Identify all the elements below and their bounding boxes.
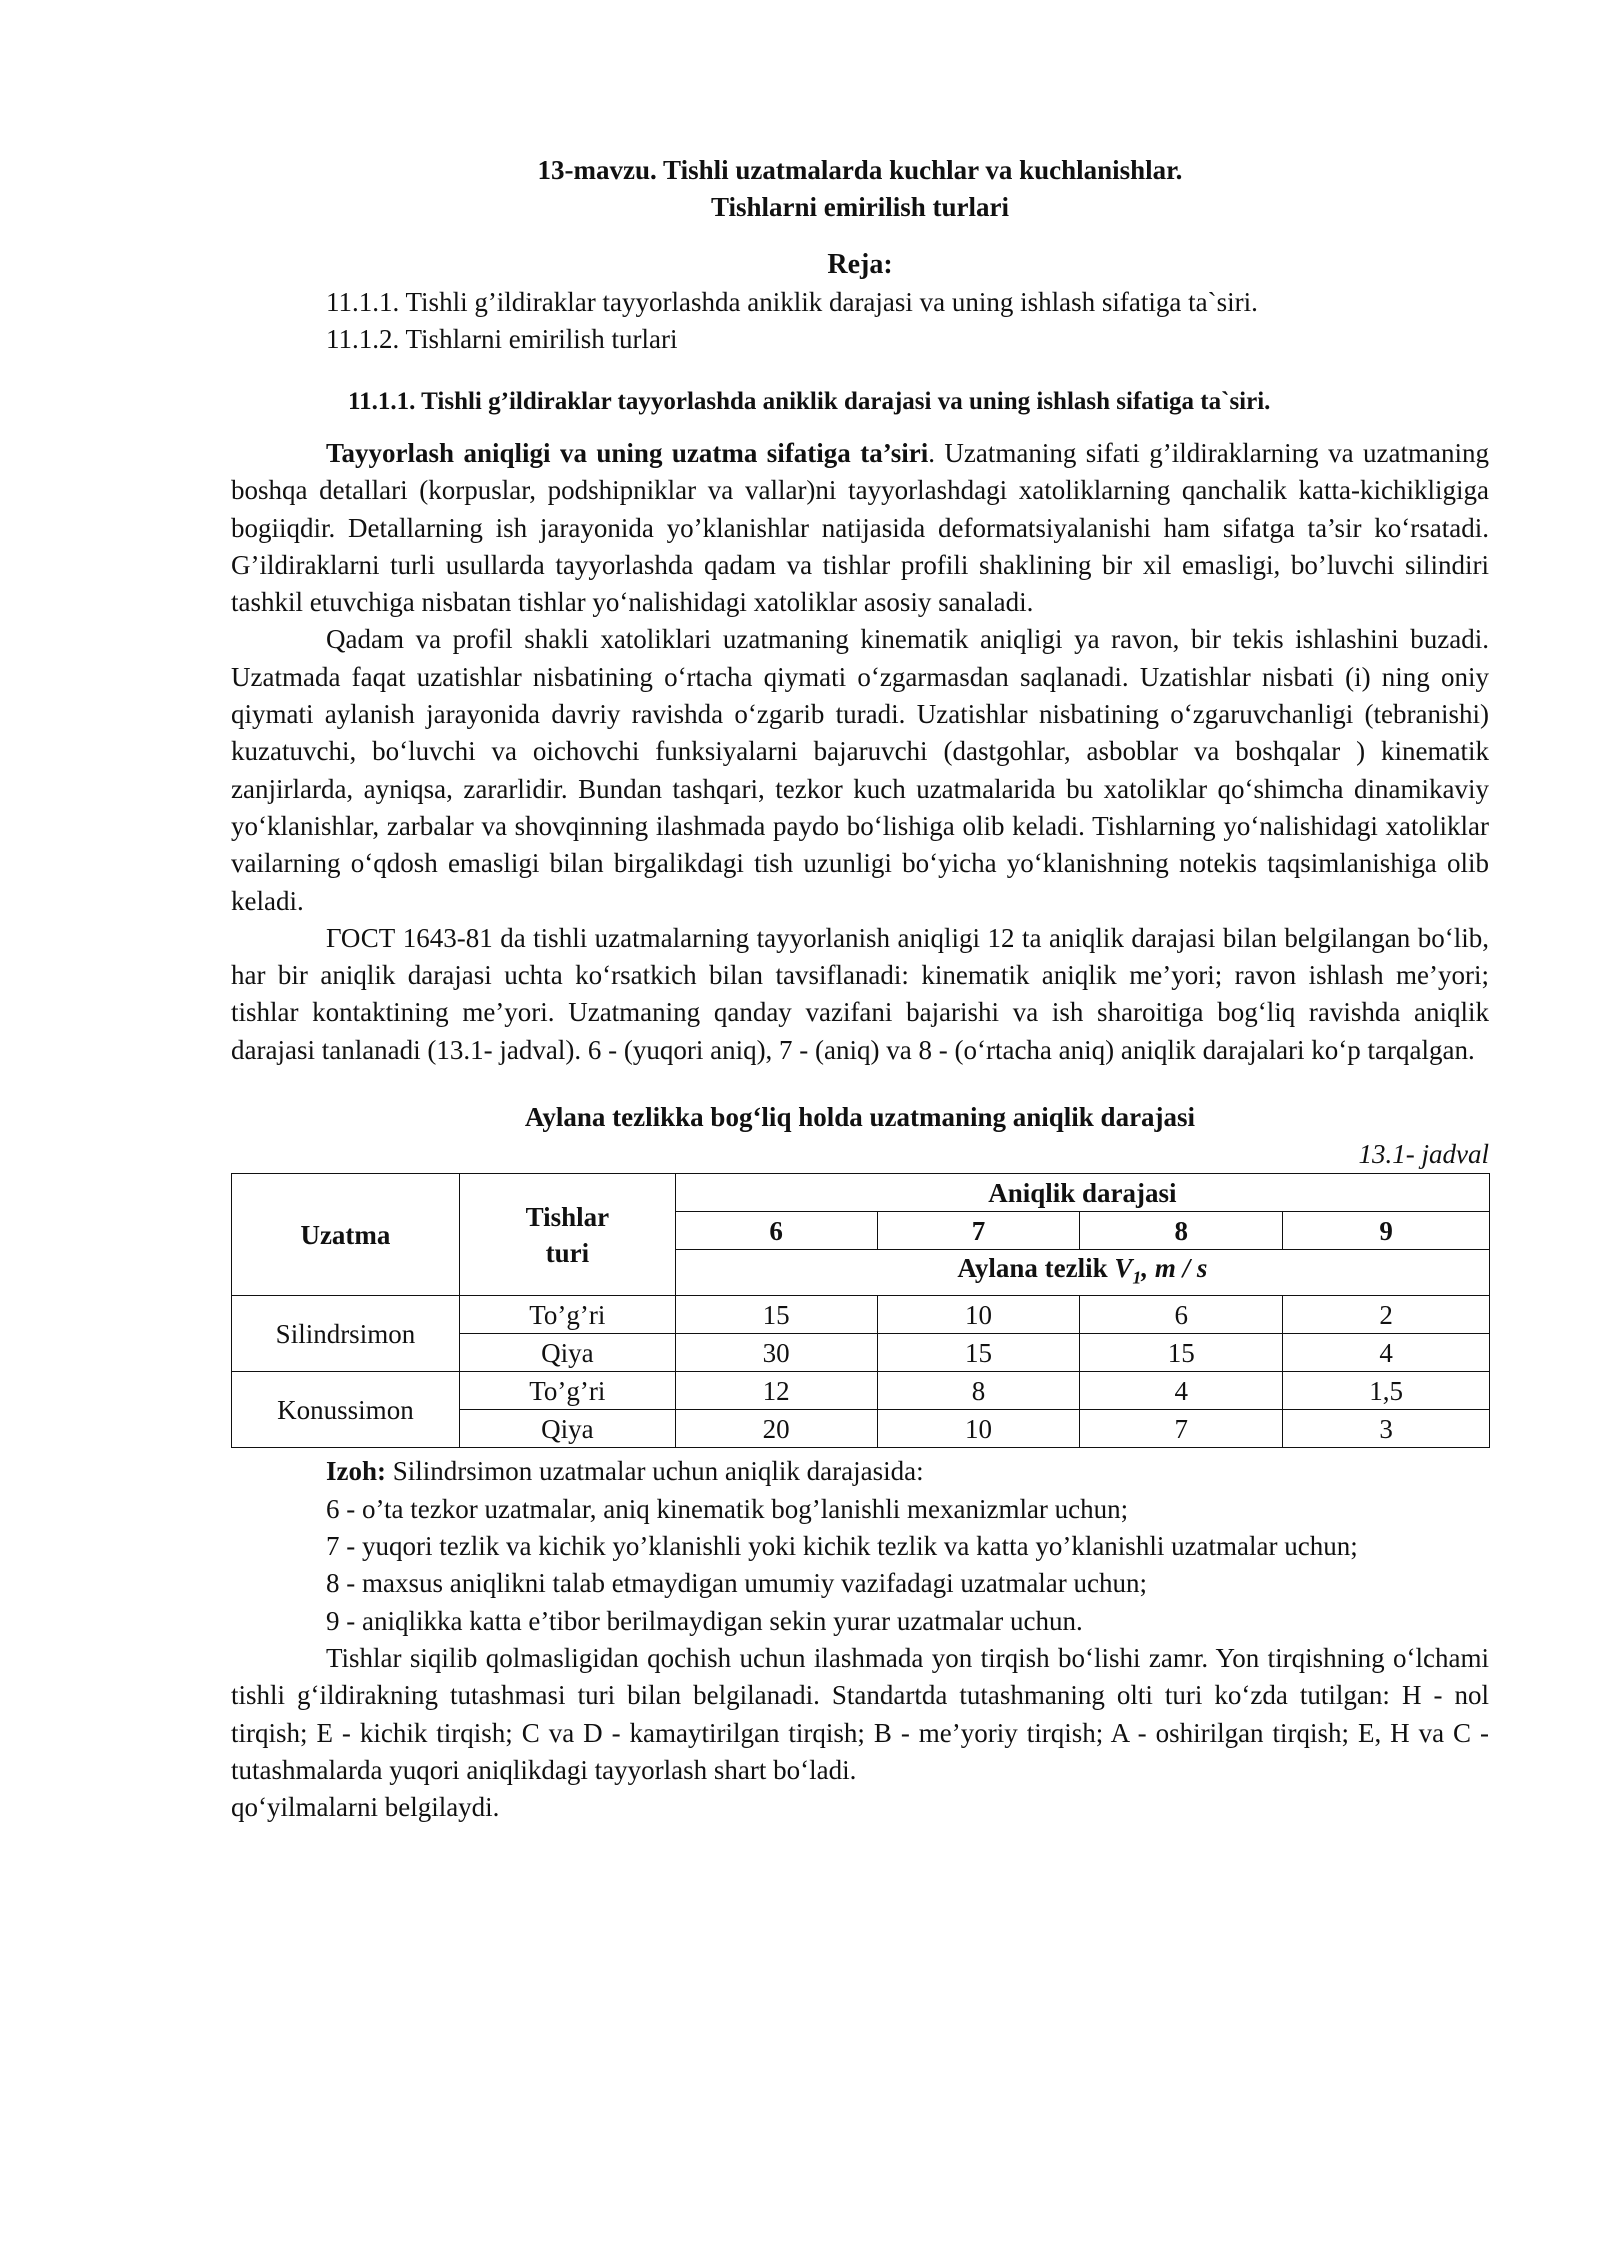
- title-line-1: 13-mavzu. Tishli uzatmalarda kuchlar va kuchlanishlar.: [537, 155, 1183, 185]
- header-speed: [675, 1250, 1489, 1296]
- notes-block: [231, 1453, 1489, 1826]
- document-title: [231, 152, 1489, 226]
- plan-item: 11.1.1. Tishli g’ildiraklar tayyorlashda aniklik darajasi va uning ishlash sifatiga ta`siri.: [326, 287, 1258, 317]
- body-text: [231, 435, 1489, 1069]
- table-title: Aylana tezlikka bog‘liq holda uzatmaning aniqlik darajasi: [524, 1102, 1196, 1133]
- note-intro-text: Silindrsimon uzatmalar uchun aniqlik darajasida:: [386, 1456, 924, 1487]
- table-caption: 13.1- jadval: [1358, 1139, 1489, 1170]
- speed-symbol: V: [1114, 1253, 1133, 1284]
- table-cell: 7: [1080, 1410, 1283, 1448]
- table-cell: 4: [1080, 1372, 1283, 1410]
- table-cell: 10: [877, 1410, 1080, 1448]
- table-cell: 15: [1080, 1334, 1283, 1372]
- speed-unit: , m / s: [1141, 1253, 1208, 1284]
- note-item: 6 - o’ta tezkor uzatmalar, aniq kinematik bog’lanishli mexanizmlar uchun;: [326, 1493, 1129, 1524]
- table-cell: 3: [1283, 1410, 1490, 1448]
- header-tishlar-turi-label: Tishlar turi: [525, 1201, 610, 1268]
- table-cell: 30: [675, 1334, 877, 1372]
- group-name: Konussimon: [232, 1372, 460, 1448]
- header-grade: 6: [675, 1212, 877, 1250]
- table-cell: 1,5: [1283, 1372, 1490, 1410]
- paragraph-2: Qadam va profil shakli xatoliklari uzatmaning kinematik aniqligi ya ravon, bir tekis ishlashini buzadi. Uzatmada faqat uzatishlar nisbatining o‘rtacha qiymati o‘zgarmasdan saqlanadi. Uzatishlar nisbati (i) ning oniy qiymati aylanish jarayonida davriy ravishda o‘zgarib turadi. Uzatishlar nisbatining o‘zgaruvchanligi (tebranishi) kuzatuvchi, bo‘luvchi va oichovchi funksiyalarni bajaruvchi (dastgohlar, asboblar va boshqalar ) kinematik zanjirlarda, ayniqsa, zararlidir. Bundan tashqari, tezkor kuch uzatmalarida bu xatoliklar qo‘shimcha dinamikaviy yo‘klanishlar, zarbalar va shovqinning ilashmada paydo bo‘lishiga olib keladi. Tishlarning yo‘nalishidagi xatoliklar vailarning o‘qdosh emasligi bilan birgalikdagi tish uzunligi bo‘yicha yo‘klanishning notekis taqsimlanishiga olib keladi.: [231, 624, 1489, 916]
- table-cell: 6: [1080, 1296, 1283, 1334]
- table-row: [232, 1372, 1490, 1410]
- tooth-type: To’g’ri: [459, 1296, 675, 1334]
- table-row: [232, 1296, 1490, 1334]
- table-cell: 12: [675, 1372, 877, 1410]
- tooth-type: Qiya: [459, 1334, 675, 1372]
- note-intro: [231, 1453, 1489, 1490]
- note-item: 8 - maxsus aniqlikni talab etmaydigan umumiy vazifadagi uzatmalar uchun;: [326, 1568, 1148, 1599]
- closing-last-line: qo‘yilmalarni belgilaydi.: [231, 1792, 500, 1823]
- note-item: 7 - yuqori tezlik va kichik yo’klanishli yoki kichik tezlik va katta yo’klanishli uzatmalar uchun;: [326, 1531, 1358, 1562]
- header-grade: 9: [1283, 1212, 1490, 1250]
- note-item: 9 - aniqlikka katta e’tibor berilmaydigan sekin yurar uzatmalar uchun.: [326, 1605, 1083, 1636]
- paragraph-3: ГОСТ 1643-81 da tishli uzatmalarning tayyorlanish aniqligi 12 ta aniqlik darajasi bilan belgilangan bo‘lib, har bir aniqlik darajasi uchta ko‘rsatkich bilan tavsiflanadi: kinematik aniqlik me’yori; ravon ishlash me’yori; tishlar kontaktining me’yori. Uzatmaning qanday vazifani bajarishi va ish sharoitiga bog‘liq ravishda aniqlik darajasi tanlanadi (13.1- jadval). 6 - (yuqori aniq), 7 - (aniq) va 8 - (o‘rtacha aniq) aniqlik darajalari ko‘p tarqalgan.: [231, 922, 1489, 1065]
- group-name: Silindrsimon: [232, 1296, 460, 1372]
- plan-heading: Reja:: [827, 249, 893, 280]
- speed-label: Aylana tezlik: [957, 1253, 1108, 1284]
- title-line-2: Tishlarni emirilish turlari: [710, 192, 1009, 222]
- note-label: Izoh:: [326, 1456, 386, 1487]
- header-uzatma: Uzatma: [232, 1174, 460, 1296]
- tooth-type: Qiya: [459, 1410, 675, 1448]
- header-grade: 7: [877, 1212, 1080, 1250]
- table-cell: 15: [675, 1296, 877, 1334]
- header-grade: 8: [1080, 1212, 1283, 1250]
- plan-list: [326, 284, 1489, 358]
- paragraph-1-text: . Uzatmaning sifati g’ildiraklarning va uzatmaning boshqa detallari (korpuslar, podshipniklar va vallar)ni tayyorlashdagi xatoliklarning qanchalik katta-kichikligiga bogiiqdir. Detallarning ish jarayonida yo’klanishlar natijasida deformatsiyalanishi ham sifatga ta’sir ko‘rsatadi. G’ildiraklarni turli usullarda tayyorlashda qadam va tishlar profili shaklining bir xil emasligi, bo’luvchi silindiri tashkil etuvchiga nisbatan tishlar yo‘nalishidagi xatoliklar asosiy sanaladi.: [231, 438, 1489, 618]
- table-cell: 4: [1283, 1334, 1490, 1372]
- section-heading: 11.1.1. Tishli g’ildiraklar tayyorlashda aniklik darajasi va uning ishlash sifatiga ta`siri.: [348, 388, 1271, 415]
- accuracy-table: [231, 1173, 1490, 1448]
- paragraph-1: [231, 435, 1489, 621]
- closing-paragraph: Tishlar siqilib qolmasligidan qochish uchun ilashmada yon tirqish bo‘lishi zamr. Yon tirqishning o‘lchami tishli g‘ildirakning tutashmasi turi bilan belgilanadi. Standartda tutashmaning olti turi ko‘zda tutilgan: H - nol tirqish; E - kichik tirqish; C va D - kamaytirilgan tirqish; B - me’yoriy tirqish; A - oshirilgan tirqish; E, H va C - tutashmalarda yuqori aniqlikdagi tayyorlash shart bo‘ladi.: [231, 1642, 1489, 1785]
- speed-subscript: 1: [1132, 1267, 1142, 1288]
- table-cell: 15: [877, 1334, 1080, 1372]
- header-tishlar-turi: [459, 1174, 675, 1296]
- tooth-type: To’g’ri: [459, 1372, 675, 1410]
- table-cell: 8: [877, 1372, 1080, 1410]
- document-page: [231, 0, 1489, 1826]
- plan-item: 11.1.2. Tishlarni emirilish turlari: [326, 324, 678, 354]
- table-cell: 10: [877, 1296, 1080, 1334]
- table-cell: 2: [1283, 1296, 1490, 1334]
- paragraph-1-lead: Tayyorlash aniqligi va uning uzatma sifatiga ta’siri: [326, 438, 929, 468]
- header-aniqlik: Aniqlik darajasi: [675, 1174, 1489, 1212]
- table-cell: 20: [675, 1410, 877, 1448]
